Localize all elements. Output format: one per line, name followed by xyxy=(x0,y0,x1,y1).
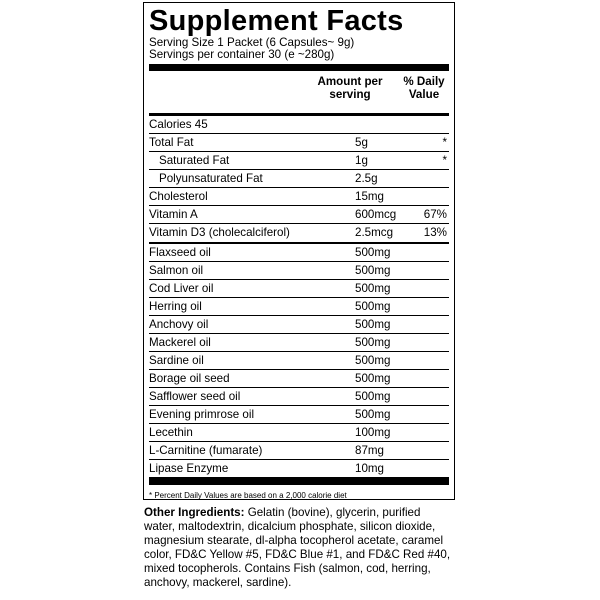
nutrient-row xyxy=(149,170,449,188)
ingredient-row xyxy=(149,244,449,262)
ingredient-row xyxy=(149,262,449,280)
nutrient-name: Polyunsaturated Fat xyxy=(159,172,263,185)
nutrient-amount: 2.5mcg xyxy=(355,226,394,239)
thick-divider xyxy=(149,64,449,71)
nutrient-amount: 1g xyxy=(355,154,368,167)
column-header xyxy=(149,71,449,116)
ingredient-row xyxy=(149,370,449,388)
ingredient-amount: 500mg xyxy=(355,264,391,277)
ingredient-row xyxy=(149,442,449,460)
ingredient-row xyxy=(149,352,449,370)
ingredient-amount: 10mg xyxy=(355,462,385,475)
ingredient-amount: 500mg xyxy=(355,246,391,259)
header-amount: Amount per serving xyxy=(317,75,383,101)
ingredient-name: Sardine oil xyxy=(149,354,204,367)
other-ingredients-label: Other Ingredients: xyxy=(144,506,245,519)
nutrient-amount: 600mcg xyxy=(355,208,397,221)
ingredient-amount: 500mg xyxy=(355,372,391,385)
ingredient-name: Evening primrose oil xyxy=(149,408,255,421)
ingredient-row xyxy=(149,460,449,478)
nutrient-amount: 2.5g xyxy=(355,172,378,185)
nutrient-row xyxy=(149,188,449,206)
ingredient-name: Lipase Enzyme xyxy=(149,462,229,475)
nutrient-name: Vitamin A xyxy=(149,208,198,221)
ingredient-row xyxy=(149,424,449,442)
nutrient-row xyxy=(149,224,449,241)
servings-per-container: Servings per container 30 (e ~280g) xyxy=(149,48,335,61)
ingredient-amount: 100mg xyxy=(355,426,391,439)
nutrient-daily-value: 13% xyxy=(423,226,447,239)
ingredient-name: Anchovy oil xyxy=(149,318,209,331)
header-daily-value: % Daily Value xyxy=(403,75,445,101)
nutrient-list xyxy=(149,134,449,241)
ingredient-amount: 500mg xyxy=(355,354,391,367)
nutrient-name: Total Fat xyxy=(149,136,194,149)
thick-divider-bottom xyxy=(149,478,449,485)
panel-title: Supplement Facts xyxy=(149,5,404,37)
nutrient-name: Cholesterol xyxy=(149,190,208,203)
ingredient-name: Herring oil xyxy=(149,300,202,313)
nutrient-amount: 5g xyxy=(355,136,368,149)
ingredient-row xyxy=(149,388,449,406)
nutrient-name: Vitamin D3 (cholecalciferol) xyxy=(149,226,290,239)
ingredient-name: Cod Liver oil xyxy=(149,282,214,295)
ingredient-row xyxy=(149,334,449,352)
nutrient-daily-value: * xyxy=(442,136,447,149)
nutrient-daily-value: * xyxy=(442,154,447,167)
ingredient-row xyxy=(149,280,449,298)
ingredient-name: Safflower seed oil xyxy=(149,390,241,403)
ingredient-name: Mackerel oil xyxy=(149,336,211,349)
nutrient-name: Saturated Fat xyxy=(159,154,230,167)
ingredient-name: Flaxseed oil xyxy=(149,246,211,259)
other-ingredients-text: Gelatin (bovine), glycerin, purified water, maltodextrin, dicalcium phosphate, silicon dioxide, magnesium stearate, dl-alpha tocopherol acetate, caramel color, FD&C Yellow #5, FD&C Blue #1, and FD&C Red #40, mixed tocopherols. Contains Fish (salmon, cod, herring, anchovy, mackerel, sardine). xyxy=(144,506,451,589)
nutrient-row xyxy=(149,152,449,170)
calories-label: Calories 45 xyxy=(149,118,208,131)
nutrient-row xyxy=(149,206,449,224)
serving-size: Serving Size 1 Packet (6 Capsules~ 9g) xyxy=(149,36,355,49)
ingredient-amount: 500mg xyxy=(355,318,391,331)
nutrient-row xyxy=(149,134,449,152)
daily-value-footnote: * Percent Daily Values are based on a 2,000 calorie diet xyxy=(149,491,347,500)
nutrient-daily-value: 67% xyxy=(423,208,447,221)
ingredient-row xyxy=(149,298,449,316)
other-ingredients xyxy=(144,506,454,590)
ingredient-amount: 500mg xyxy=(355,336,391,349)
ingredient-amount: 500mg xyxy=(355,408,391,421)
ingredient-name: Borage oil seed xyxy=(149,372,230,385)
ingredient-row xyxy=(149,316,449,334)
calories-row xyxy=(149,116,449,134)
ingredient-amount: 87mg xyxy=(355,444,385,457)
ingredient-amount: 500mg xyxy=(355,282,391,295)
ingredient-amount: 500mg xyxy=(355,300,391,313)
ingredient-name: Salmon oil xyxy=(149,264,204,277)
ingredient-name: Lecethin xyxy=(149,426,193,439)
ingredient-list xyxy=(149,244,449,478)
supplement-facts-panel xyxy=(143,2,455,500)
ingredient-amount: 500mg xyxy=(355,390,391,403)
ingredient-row xyxy=(149,406,449,424)
ingredient-name: L-Carnitine (fumarate) xyxy=(149,444,263,457)
nutrient-amount: 15mg xyxy=(355,190,385,203)
